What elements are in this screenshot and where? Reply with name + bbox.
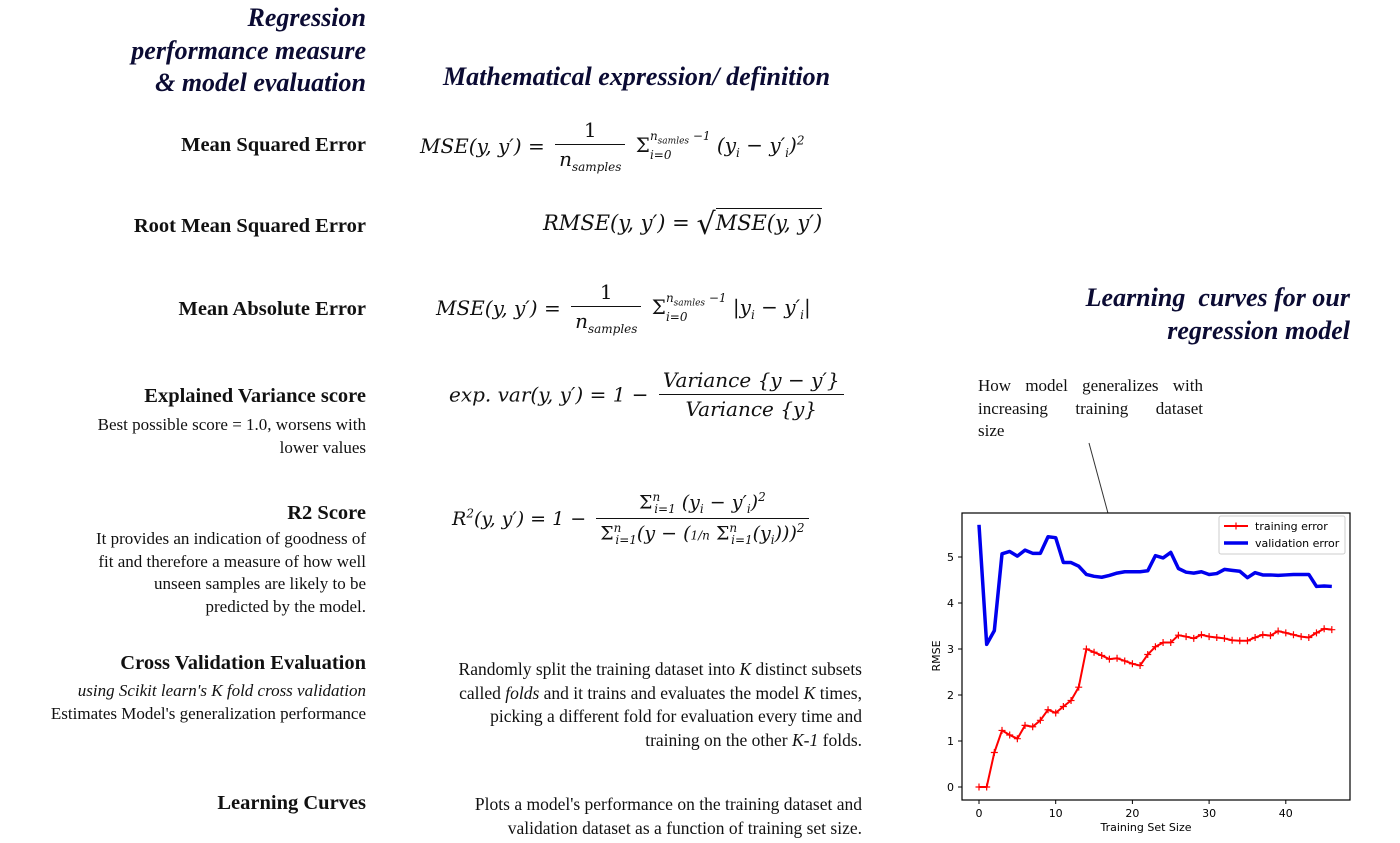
fraction-numerator: 1 (555, 118, 625, 145)
annotation-line: How model generalizes with (978, 376, 1203, 395)
metric-label-rmse: Root Mean Squared Error (133, 215, 366, 237)
x-tick-label: 30 (1202, 807, 1217, 820)
definition-line: Randomly split the training dataset into K distinct subsets (458, 659, 862, 679)
formula-lhs: MSE(y, y′) = (420, 134, 545, 158)
y-tick-label: 5 (947, 551, 954, 564)
definition-line: Plots a model's performance on the training dataset and (474, 794, 862, 814)
x-axis-label: Training Set Size (1100, 821, 1192, 834)
sum-lower: i=0 (665, 309, 688, 324)
fraction-denominator: Variance {y} (685, 397, 817, 421)
description-line: lower values (279, 437, 366, 457)
chart-section-title-line: regression model (1167, 315, 1350, 345)
sqrt-icon: √ (696, 207, 716, 242)
fraction-numerator: 1 (571, 280, 641, 307)
definition-line: picking a different fold for evaluation every time and (490, 706, 862, 726)
description-line: fit and therefore a measure of how well (98, 551, 366, 571)
y-tick-label: 0 (947, 781, 954, 794)
definition-line: training on the other K-1 folds. (645, 729, 862, 750)
chart-section-title-line: Learning curves for our (1085, 283, 1350, 312)
formula-lhs: exp. var(y, y′) = 1 − (449, 382, 649, 407)
formula-lhs: $R^2(y$, y′) = 1 − (452, 506, 587, 531)
fraction-denominator: $n_{samples}$ (559, 147, 622, 174)
page-title-line: performance measure (131, 35, 366, 65)
sum-upper: $n_{samles} -1$ (665, 291, 727, 309)
fraction-numerator: $\Sigma^n_{i=1}$ $(y_i - y'_i)^2$ (596, 490, 808, 519)
description-subtitle: using Scikit learn's K fold cross validation (77, 681, 366, 700)
sigma-symbol: Σ (651, 294, 666, 319)
metric-label-r2: R2 Score (287, 502, 366, 524)
column-title-definition: Mathematical expression/ definition (443, 62, 831, 91)
description-line: unseen samples are likely to be (154, 574, 366, 593)
y-axis-label: RMSE (930, 640, 943, 672)
page-title-line: Regression (247, 3, 366, 32)
legend-label-training: training error (1255, 520, 1328, 533)
sum-lower: i=0 (649, 147, 672, 162)
x-tick-label: 10 (1048, 807, 1063, 820)
fraction-numerator: Variance {y − y′} (659, 368, 844, 395)
metric-label-learning-curves: Learning Curves (217, 792, 366, 814)
description-line: Estimates Model's generalization performance (50, 703, 366, 723)
y-tick-label: 4 (947, 597, 954, 610)
y-tick-label: 2 (947, 689, 954, 702)
sum-expression: Σ $n_{samles} -1$ i=0 $|y_i - y'_i|$ (651, 291, 811, 324)
metric-label-mae: Mean Absolute Error (178, 298, 366, 320)
page-title-line: & model evaluation (155, 68, 366, 97)
annotation-line: size (978, 421, 1005, 440)
formula-lhs: MSE(y, y′) = (436, 296, 561, 320)
plot-area (930, 513, 1350, 834)
x-tick-label: 20 (1125, 807, 1140, 820)
definition-line: called folds and it trains and evaluates the model K times, (459, 682, 862, 703)
legend-label-validation: validation error (1255, 537, 1340, 550)
metric-label-explained-variance: Explained Variance score (144, 385, 366, 407)
sqrt-body: MSE(y, y′) (716, 208, 823, 235)
definition-line: validation dataset as a function of training set size. (507, 817, 862, 838)
fraction-denominator: $\Sigma^n_{i=1}(y - (1/n$ $\Sigma^n_{i=1}(y_i)))^2$ (600, 521, 805, 548)
y-tick-label: 1 (947, 735, 954, 748)
y-tick-label: 3 (947, 643, 954, 656)
annotation-line: increasing training dataset (978, 398, 1203, 418)
metric-label-mse: Mean Squared Error (181, 134, 366, 156)
sum-expression: Σ $n_{samles} -1$ i=0 $(y_i - y'_i)^2$ (635, 129, 805, 162)
x-tick-label: 40 (1278, 807, 1293, 820)
x-tick-label: 0 (975, 807, 983, 820)
sigma-symbol: Σ (635, 132, 650, 157)
fraction-denominator: $n_{samples}$ (575, 309, 638, 336)
description-line: It provides an indication of goodness of (95, 529, 366, 548)
formula-lhs: RMSE(y, y′) = (543, 211, 690, 235)
description-line: predicted by the model. (205, 596, 366, 616)
description-line: Best possible score = 1.0, worsens with (97, 415, 366, 434)
metric-label-cross-validation: Cross Validation Evaluation (120, 652, 366, 674)
sum-upper: $n_{samles} -1$ (649, 129, 711, 147)
